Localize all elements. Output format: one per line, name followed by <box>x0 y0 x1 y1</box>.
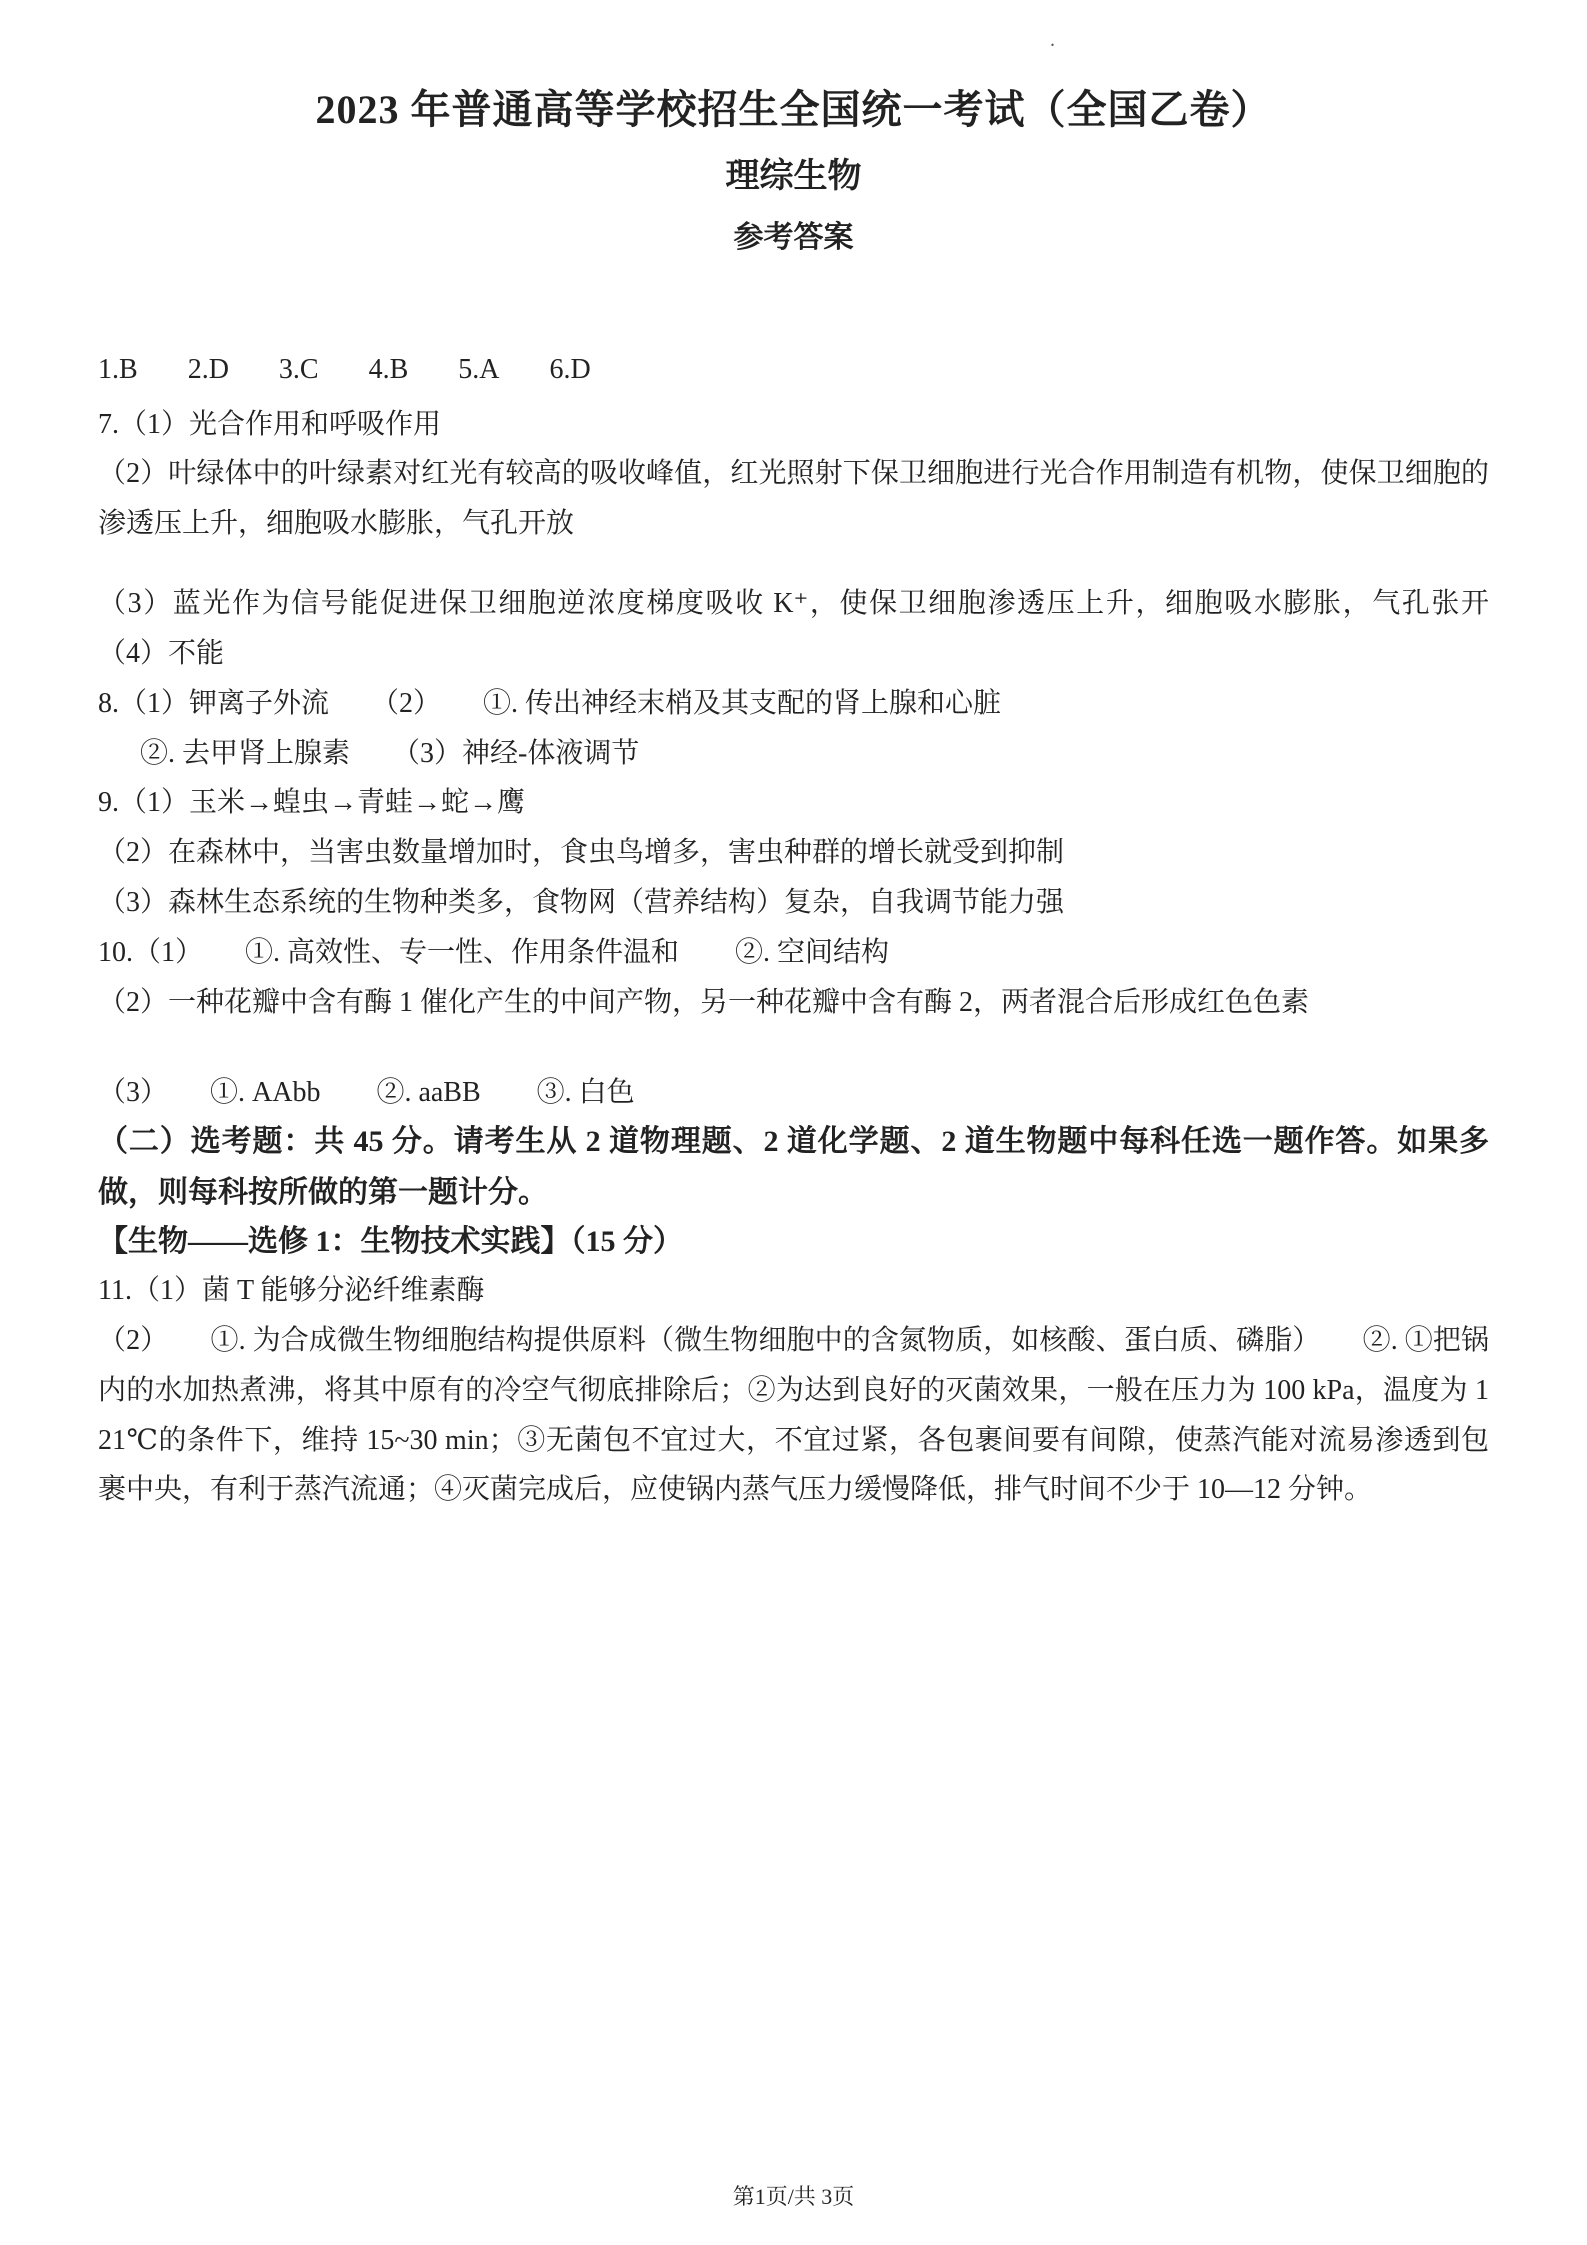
section-2-elective-note: （二）选考题：共 45 分。请考生从 2 道物理题、2 道化学题、2 道生物题中每科任选一题作答。如果多做，则每科按所做的第一题计分。 <box>98 1125 1489 1209</box>
choice-answer-2: 2.D <box>187 354 229 386</box>
answer-q11-2: （2） ①. 为合成微生物细胞结构提供原料（微生物细胞中的含氮物质，如核酸、蛋白质、磷脂） ②. ①把锅内的水加热煮沸，将其中原有的冷空气彻底排除后；②为达到良好的灭菌效果，一般在压力为 100 kPa，温度为 121℃的条件下，维持 15~30 min；③无菌包不宜过大，不宜过紧，各包裹间要有间隙，使蒸汽能对流易渗透到包裹中央，有利于蒸汽流通；④灭菌完成后，应使锅内蒸气压力缓慢降低，排气时间不少于 10—12 分钟。 <box>98 1324 1489 1506</box>
page-number-footer: 第1页/共 3页 <box>732 2184 855 2209</box>
choice-answer-5: 5.A <box>458 354 500 386</box>
answer-q10-3: （3） ①. AAbb ②. aaBB ③. 白色 <box>98 1076 635 1108</box>
answer-q10-1: 10.（1） ①. 高效性、专一性、作用条件温和 ②. 空间结构 <box>98 936 890 968</box>
choice-answer-1: 1.B <box>98 354 138 386</box>
answer-q11-1: 11.（1）菌 T 能够分泌纤维素酶 <box>98 1275 485 1307</box>
answer-q8-1-2: 8.（1）钾离子外流 （2） ①. 传出神经末梢及其支配的肾上腺和心脏 <box>98 687 1002 719</box>
multiple-choice-answers-row <box>98 350 1489 389</box>
answer-q9-1: 9.（1）玉米→蝗虫→青蛙→蛇→鹰 <box>98 787 526 819</box>
answer-key-heading: 参考答案 <box>733 221 854 255</box>
answer-q8-continuation: ②. 去甲肾上腺素 （3）神经-体液调节 <box>140 737 640 769</box>
document-subtitle: 理综生物 <box>725 158 862 195</box>
stray-dot-mark: . <box>1050 29 1055 51</box>
choice-answer-4: 4.B <box>368 354 409 386</box>
answer-q10-2: （2）一种花瓣中含有酶 1 催化产生的中间产物，另一种花瓣中含有酶 2，两者混合后形成红色色素 <box>98 986 1310 1018</box>
choice-answer-6: 6.D <box>549 354 591 386</box>
answer-q7-2: （2）叶绿体中的叶绿素对红光有较高的吸收峰值，红光照射下保卫细胞进行光合作用制造有机物，使保卫细胞的渗透压上升，细胞吸水膨胀，气孔开放 <box>98 458 1489 540</box>
answer-q7-3-4: （3）蓝光作为信号能促进保卫细胞逆浓度梯度吸收 K⁺，使保卫细胞渗透压上升，细胞吸水膨胀，气孔张开 （4）不能 <box>98 588 1546 669</box>
document-title: 2023 年普通高等学校招生全国统一考试（全国乙卷） <box>315 87 1272 132</box>
answer-content <box>98 400 1546 1516</box>
answer-q7-1: 7.（1）光合作用和呼吸作用 <box>98 408 442 440</box>
answer-q9-2: （2）在森林中，当害虫数量增加时，食虫鸟增多，害虫种群的增长就受到抑制 <box>98 837 1065 869</box>
biology-elective-1-heading: 【生物——选修 1：生物技术实践】（15 分） <box>98 1225 683 1259</box>
answer-q9-3: （3）森林生态系统的生物种类多，食物网（营养结构）复杂，自我调节能力强 <box>98 887 1065 919</box>
choice-answer-3: 3.C <box>278 354 319 386</box>
